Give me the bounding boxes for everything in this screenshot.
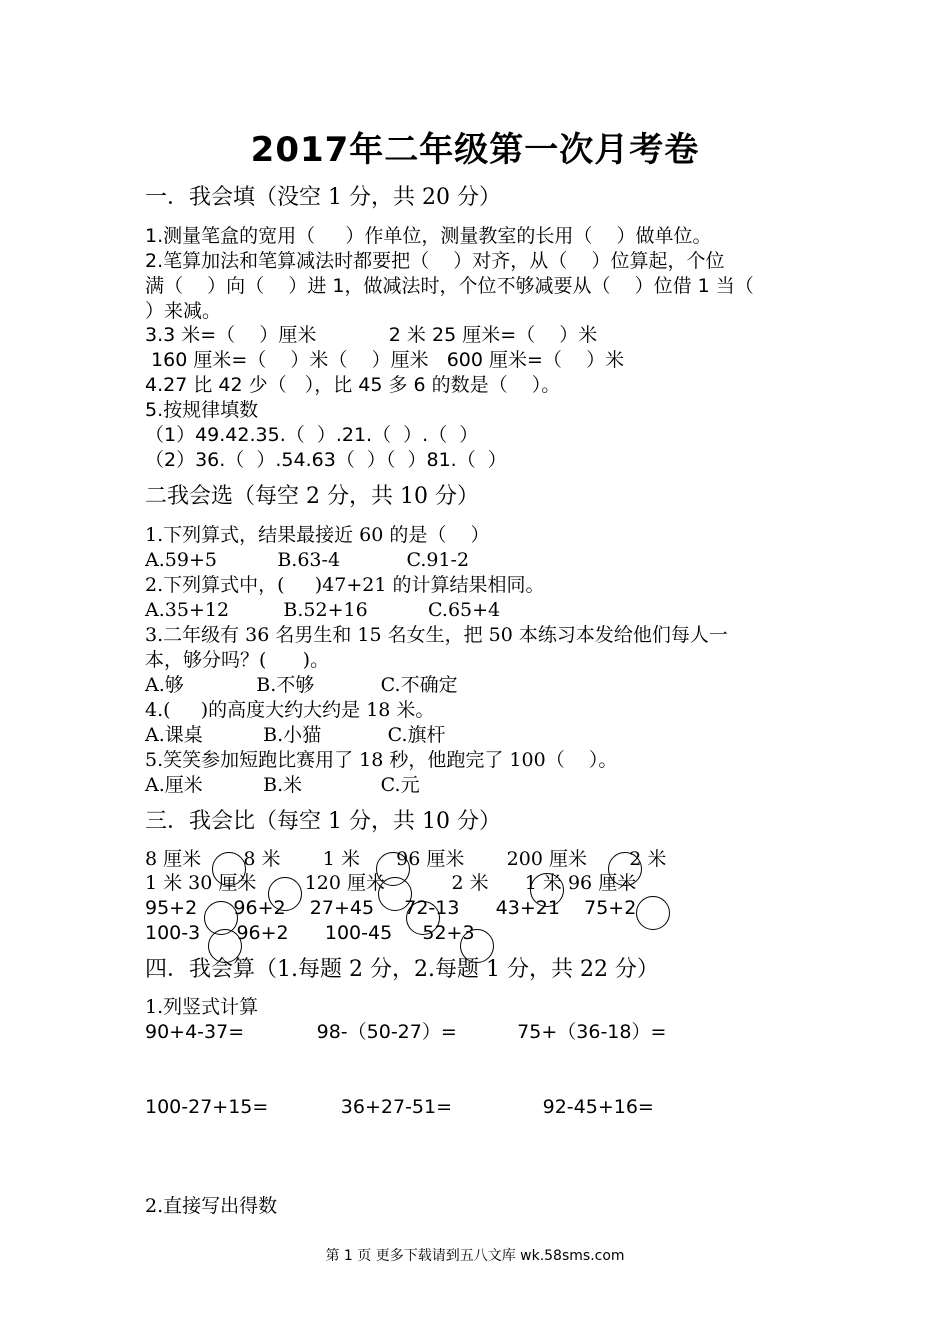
section2-line: A.35+12 B.52+16 C.65+4: [145, 599, 501, 621]
section1-line: ）来减。: [145, 300, 222, 322]
section2-line: 3.二年级有 36 名男生和 15 名女生，把 50 本练习本发给他们每人一: [145, 624, 728, 646]
calc-row: 100-27+15= 36+27-51= 92-45+16=: [145, 1096, 654, 1118]
section1-heading: 一．我会填（没空 1 分，共 20 分）: [145, 185, 501, 210]
section2-line: 本，够分吗？( )。: [145, 649, 330, 671]
section2-line: 4.( )的高度大约大约是 18 米。: [145, 699, 435, 721]
section3-line: 100-3 96+2 100-45 52+3: [145, 922, 475, 944]
page-footer: 第 1 页 更多下载请到五八文库 wk.58sms.com: [325, 1248, 625, 1264]
section4-subheading: 1.列竖式计算: [145, 996, 259, 1018]
compare-circle[interactable]: [406, 901, 440, 935]
section1-line: 2.笔算加法和笔算减法时都要把（ ）对齐，从（ ）位算起，个位: [145, 250, 725, 272]
compare-circle[interactable]: [378, 877, 412, 911]
section1-line: 4.27 比 42 少（ ），比 45 多 6 的数是（ ）。: [145, 374, 561, 396]
section1-line: 5.按规律填数: [145, 399, 259, 421]
calc-row: 90+4-37= 98-（50-27）= 75+（36-18）=: [145, 1021, 667, 1043]
section2-line: 1.下列算式，结果最接近 60 的是（ ）: [145, 524, 490, 546]
exam-title: 2017年二年级第一次月考卷: [250, 130, 700, 170]
section2-line: A.59+5 B.63-4 C.91-2: [145, 549, 470, 571]
compare-circle[interactable]: [212, 852, 246, 886]
section2-line: A.够 B.不够 C.不确定: [145, 674, 458, 696]
section1-line: 满（ ）向（ ）进 1，做减法时，个位不够减要从（ ）位借 1 当（: [145, 275, 754, 297]
section1-line: 3.3 米=（ ）厘米 2 米 25 厘米=（ ）米: [145, 324, 598, 346]
section4-heading: 四．我会算（1.每题 2 分，2.每题 1 分，共 22 分）: [145, 957, 659, 982]
section2-line: A.课桌 B.小猫 C.旗杆: [145, 724, 446, 746]
section4-subheading: 2.直接写出得数: [145, 1195, 278, 1217]
section2-line: 2.下列算式中，( )47+21 的计算结果相同。: [145, 574, 545, 596]
section1-line: （2）36.（ ）.54.63（ ）（ ）81.（ ）: [145, 449, 507, 471]
section3-line: 8 厘米 8 米 1 米 96 厘米 200 厘米 2 米: [145, 848, 667, 870]
section2-line: A.厘米 B.米 C.元: [145, 774, 420, 796]
section3-heading: 三．我会比（每空 1 分，共 10 分）: [145, 809, 501, 834]
compare-circle[interactable]: [608, 852, 642, 886]
section1-line: 1.测量笔盒的宽用（ ）作单位，测量教室的长用（ ）做单位。: [145, 225, 712, 247]
section2-line: 5.笑笑参加短跑比赛用了 18 秒，他跑完了 100（ ）。: [145, 749, 618, 771]
compare-circle[interactable]: [530, 873, 564, 907]
section1-line: 160 厘米=（ ）米（ ）厘米 600 厘米=（ ）米: [145, 349, 625, 371]
compare-circle[interactable]: [636, 896, 670, 930]
section2-heading: 二我会选（每空 2 分，共 10 分）: [145, 484, 479, 509]
section1-line: （1）49.42.35.（ ）.21.（ ）.（ ）: [145, 424, 479, 446]
compare-circle[interactable]: [268, 877, 302, 911]
section3-line: 95+2 96+2 27+45 72-13 43+21 75+2: [145, 897, 637, 919]
section3-line: 1 米 30 厘米 120 厘米 2 米 1 米 96 厘米: [145, 872, 637, 894]
